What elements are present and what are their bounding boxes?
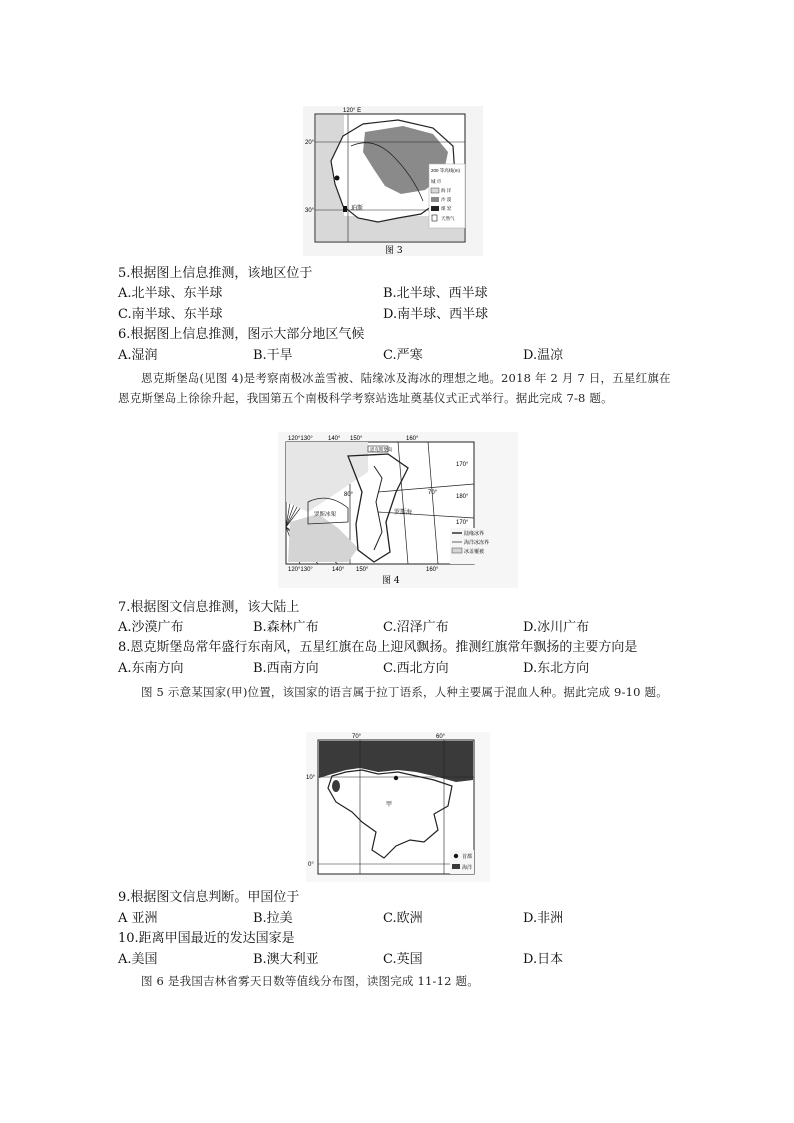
question-8-stem: 8.恩克斯堡岛常年盛行东南风，五星红旗在岛上迎风飘扬。推测红旗常年飘扬的主要方向是 — [118, 640, 638, 655]
fig3-legend-0: 200 等高线(m) — [431, 168, 461, 173]
fig4-bottom-tick-1: 140° — [332, 567, 345, 573]
q10-option-d[interactable]: D.日本 — [523, 952, 564, 967]
fig3-lat-20: 20° — [305, 140, 315, 146]
fig3-legend-2: 海 洋 — [441, 188, 452, 193]
intro-9-10: 图 5 示意某国家(甲)位置，该国家的语言属于拉丁语系，人种主要属于混血人种。据此完成 9-10 题。 — [141, 685, 668, 699]
fig4-legend-0: 陆缘冰界 — [464, 531, 485, 537]
fig5-legend-capital: 首都 — [462, 854, 473, 860]
q7-option-a[interactable]: A.沙漠广布 — [118, 620, 184, 635]
fig4-legend-2: 冰盖覆被 — [464, 549, 485, 555]
question-9-options — [118, 909, 678, 928]
q6-option-a[interactable]: A.湿润 — [118, 348, 158, 363]
fig4-right-tick-1: 180° — [456, 494, 469, 500]
fig5-country-label: 甲 — [386, 801, 393, 808]
figure-4-map — [278, 432, 518, 588]
q10-option-c[interactable]: C.英国 — [383, 952, 423, 967]
q5-option-c[interactable]: C.南半球、东半球 — [118, 307, 223, 322]
fig4-bottom-tick-0: 120°130° — [288, 567, 313, 573]
fig3-legend-1: 城 市 — [431, 179, 442, 184]
fig5-top-tick-60: 60° — [436, 734, 446, 740]
intro-11-12: 图 6 是我国吉林省雾天日数等值线分布图，读图完成 11-12 题。 — [141, 974, 479, 988]
q8-option-a[interactable]: A.东南方向 — [118, 661, 184, 676]
q5-option-a[interactable]: A.北半球、东半球 — [118, 286, 223, 301]
fig3-legend-5: 天然气 — [441, 216, 455, 221]
fig4-caption: 图 4 — [382, 576, 400, 586]
question-7-stem: 7.根据图文信息推测，该大陆上 — [118, 600, 300, 615]
q8-option-c[interactable]: C.西北方向 — [383, 661, 449, 676]
fig5-top-tick-70: 70° — [352, 734, 362, 740]
q6-option-d[interactable]: D.温凉 — [523, 348, 564, 363]
q8-option-b[interactable]: B.西南方向 — [253, 661, 319, 676]
q10-option-b[interactable]: B.澳大利亚 — [253, 952, 319, 967]
question-9-stem: 9.根据图文信息判断。甲国位于 — [118, 890, 300, 905]
q6-option-c[interactable]: C.严寒 — [383, 348, 423, 363]
q5-option-b[interactable]: B.北半球、西半球 — [383, 286, 488, 301]
q10-option-a[interactable]: A.美国 — [118, 952, 158, 967]
fig4-top-tick-0: 120°130° — [288, 436, 313, 442]
q6-option-b[interactable]: B.干旱 — [253, 348, 293, 363]
fig4-top-tick-2: 150° — [350, 436, 363, 442]
fig5-left-tick-0: 0° — [308, 862, 314, 868]
fig4-bottom-tick-2: 150° — [356, 567, 369, 573]
figure-3-map — [303, 106, 483, 256]
fig4-label-ice-shelf: 罗斯冰架 — [314, 512, 337, 518]
fig5-left-tick-10: 10° — [306, 775, 316, 781]
question-7-options — [118, 618, 678, 637]
question-8-options — [118, 659, 678, 678]
q5-option-d[interactable]: D.南半球、西半球 — [383, 307, 489, 322]
intro-7-8: 恩克斯堡岛(见图 4)是考察南极冰盖雪被、陆缘冰及海冰的理想之地。2018 年 2 月 7 日，五星红旗在恩克斯堡岛上徐徐升起，我国第五个南极科学考察站选址奠基仪式正式举行。据此完成 7-8 题。 — [118, 371, 671, 405]
fig4-lat-80: 80° — [344, 492, 354, 498]
fig4-right-tick-2: 170° — [456, 520, 469, 526]
fig4-bottom-tick-3: 160° — [426, 567, 439, 573]
fig3-legend-3: 沙 漠 — [441, 197, 452, 202]
question-10-stem: 10.距离甲国最近的发达国家是 — [118, 931, 295, 946]
fig4-label-sea: 罗斯海 — [394, 510, 413, 516]
fig3-lon-label: 120° E — [343, 108, 362, 114]
fig4-top-tick-1: 140° — [328, 436, 341, 442]
fig4-top-tick-3: 160° — [406, 436, 419, 442]
q7-option-b[interactable]: B.森林广布 — [253, 620, 319, 635]
fig3-place: 珀斯 — [351, 206, 364, 212]
q8-option-d[interactable]: D.东北方向 — [523, 661, 590, 676]
q9-option-b[interactable]: B.拉美 — [253, 911, 293, 926]
q7-option-d[interactable]: D.冰川广布 — [523, 620, 590, 635]
question-6-stem: 6.根据图上信息推测，图示大部分地区气候 — [118, 327, 365, 342]
question-10-options — [118, 950, 678, 969]
question-6-options — [118, 346, 678, 365]
fig4-legend-1: 海洋冰冻界 — [464, 540, 490, 546]
q9-option-c[interactable]: C.欧洲 — [383, 911, 423, 926]
question-5-options — [118, 284, 678, 303]
fig3-lat-30: 30° — [305, 208, 315, 214]
q9-option-d[interactable]: D.非洲 — [523, 911, 564, 926]
fig4-right-tick-0: 170° — [456, 462, 469, 468]
fig5-legend-ocean: 海洋 — [462, 865, 473, 871]
figure-5-map — [306, 732, 490, 882]
q7-option-c[interactable]: C.沼泽广布 — [383, 620, 449, 635]
question-5-stem: 5.根据图上信息推测，该地区位于 — [118, 266, 313, 281]
q9-option-a[interactable]: A 亚洲 — [118, 911, 158, 926]
fig4-label-island: 恩克斯堡岛 — [370, 447, 393, 452]
fig3-caption: 图 3 — [385, 246, 403, 256]
fig3-legend-4: 煤 炭 — [441, 206, 452, 211]
question-5-options-row2 — [118, 305, 678, 324]
fig4-lat-70: 70° — [428, 490, 438, 496]
